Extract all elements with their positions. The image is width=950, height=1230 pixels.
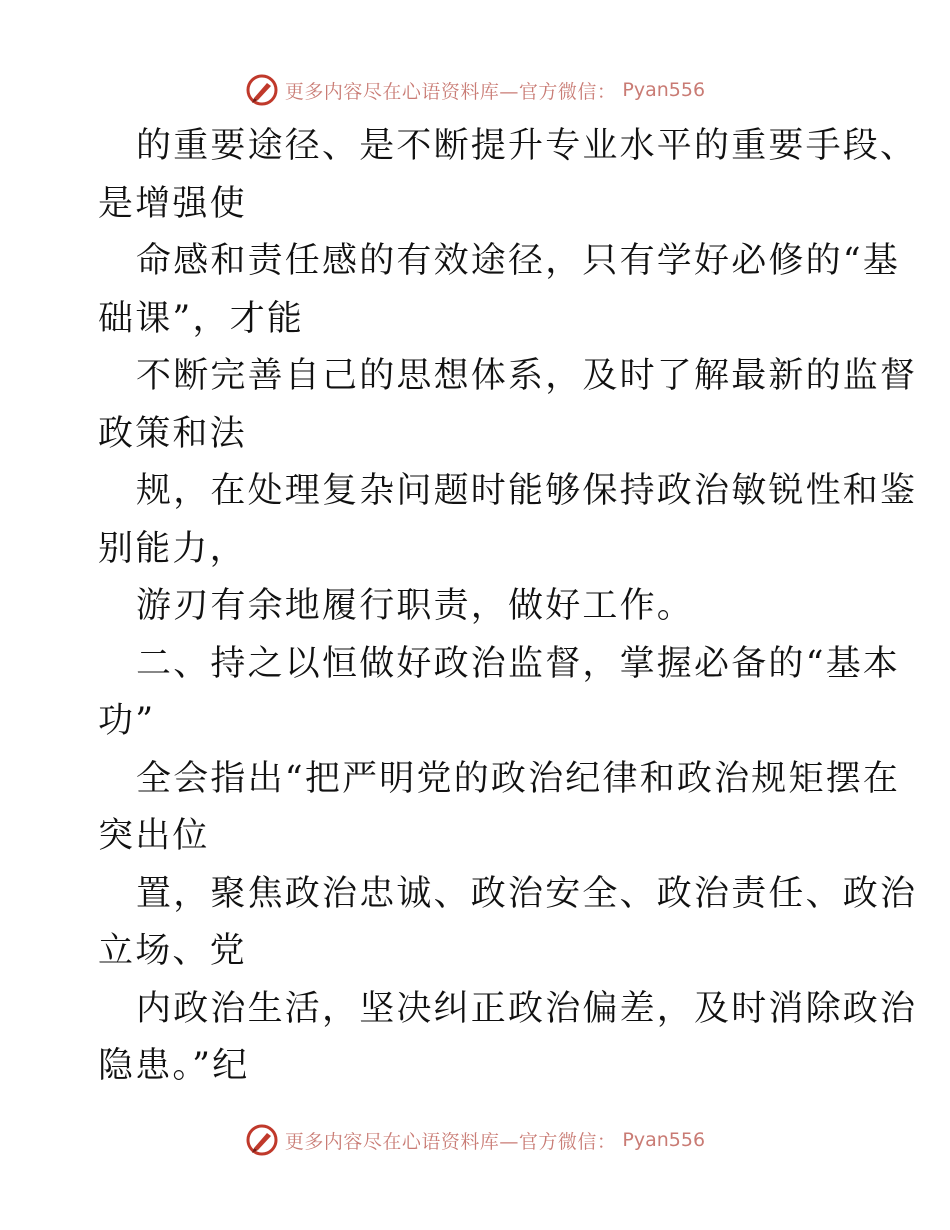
text-line: 内政治生活，坚决纠正政治偏差，及时消除政治 bbox=[136, 988, 918, 1029]
document-body bbox=[98, 118, 918, 1096]
watermark-wechat-id: Pyan556 bbox=[622, 1129, 706, 1151]
text-line: 置，聚焦政治忠诚、政治安全、政治责任、政治 bbox=[136, 873, 918, 914]
text-line: 立场、党 bbox=[98, 931, 247, 971]
text-line: 政策和法 bbox=[98, 413, 247, 454]
text-line: 二、持之以恒做好政治监督，掌握必备的“基本 bbox=[136, 643, 901, 684]
text-line: 功” bbox=[98, 701, 156, 741]
text-line: 的重要途径、是不断提升专业水平的重要手段、 bbox=[136, 126, 918, 166]
text-line: 突出位 bbox=[98, 816, 210, 856]
footer-watermark bbox=[0, 1120, 950, 1160]
text-line: 隐患。”纪 bbox=[98, 1046, 250, 1086]
text-line: 别能力， bbox=[98, 528, 247, 569]
text-line: 游刃有余地履行职责，做好工作。 bbox=[136, 586, 695, 626]
pen-logo-icon bbox=[245, 1123, 279, 1157]
text-line: 规，在处理复杂问题时能够保持政治敏锐性和鉴 bbox=[136, 471, 918, 511]
text-line: 命感和责任感的有效途径，只有学好必修的“基 bbox=[136, 241, 901, 281]
pen-logo-icon bbox=[245, 73, 279, 107]
text-line: 础课”，才能 bbox=[98, 298, 305, 339]
watermark-wechat-id: Pyan556 bbox=[622, 79, 706, 101]
text-line: 全会指出“把严明党的政治纪律和政治规矩摆在 bbox=[136, 758, 901, 799]
watermark-text: 更多内容尽在心语资料库—官方微信： bbox=[284, 1130, 617, 1153]
header-watermark bbox=[0, 70, 950, 110]
text-line: 不断完善自己的思想体系，及时了解最新的监督 bbox=[136, 356, 918, 396]
text-line: 是增强使 bbox=[98, 183, 247, 224]
watermark-text: 更多内容尽在心语资料库—官方微信： bbox=[284, 80, 617, 103]
